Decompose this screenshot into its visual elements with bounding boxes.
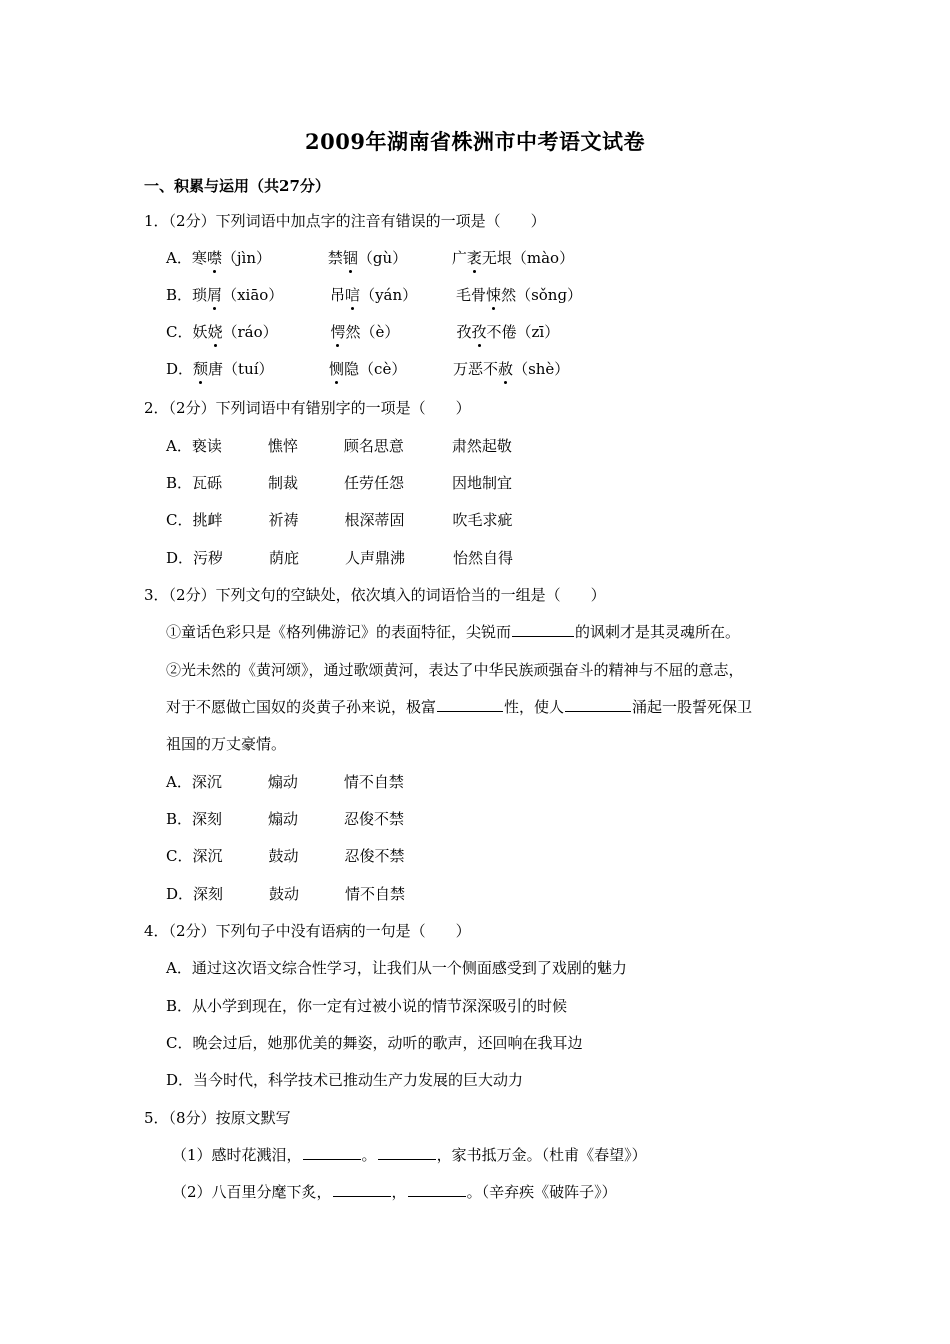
q1-option-b: B．琐屑（xiāo） 吊唁（yán） 毛骨悚然（sǒnɡ） — [166, 286, 583, 304]
q5-blank-2 — [378, 1145, 436, 1160]
q3-option-a: A．深沉 煽动 情不自禁 — [166, 773, 404, 791]
q5-poem-1: （1）感时花溅泪， 。 ，家书抵万金。（杜甫《春望》） — [172, 1146, 647, 1164]
q5-blank-1 — [303, 1145, 361, 1160]
question-3-stem: 3．（2分）下列文句的空缺处，依次填入的词语恰当的一组是（ ） — [144, 586, 606, 604]
q1-c-word-3: 孜孜不倦（zī） — [456, 323, 560, 341]
question-5-stem: 5．（8分）按原文默写 — [144, 1109, 291, 1127]
q1-d-word-2: 恻隐（cè） — [329, 360, 407, 378]
q3-blank-3 — [565, 697, 631, 712]
q1-option-d: D．颓唐（tuí） 恻隐（cè） 万恶不赦（shè） — [166, 360, 570, 378]
q5-blank-3 — [333, 1182, 391, 1197]
q1-a-word-2: 禁锢（gù） — [327, 249, 408, 267]
question-1-stem: 1．（2分）下列词语中加点字的注音有错误的一项是（ ） — [144, 212, 546, 230]
q1-a-word-3: 广袤无垠（mào） — [451, 249, 575, 267]
q2-option-d: D．污秽 荫庇 人声鼎沸 怡然自得 — [166, 549, 514, 567]
q2-option-b: B．瓦砾 制裁 任劳任怨 因地制宜 — [166, 474, 513, 492]
q3-option-d: D．深刻 鼓动 情不自禁 — [166, 885, 406, 903]
q4-option-a: A．通过这次语文综合性学习，让我们从一个侧面感受到了戏剧的魅力 — [166, 959, 627, 977]
q1-d-word-3: 万恶不赦（shè） — [453, 360, 570, 378]
q3-sentence-2-line-1: ②光未然的《黄河颂》，通过歌颂黄河，表达了中华民族顽强奋斗的精神与不屈的意志， — [166, 661, 744, 679]
q1-d-word-1: 颓唐（tuí） — [193, 360, 274, 378]
question-2-stem: 2．（2分）下列词语中有错别字的一项是（ ） — [144, 399, 471, 417]
q1-option-c: C．妖娆（ráo） 愕然（è） 孜孜不倦（zī） — [166, 323, 560, 341]
q2-option-c: C．挑衅 祈祷 根深蒂固 吹毛求疵 — [166, 511, 513, 529]
q3-sentence-2-line-2: 对于不愿做亡国奴的炎黄子孙来说，极富 性，使人 涌起一股誓死保卫 — [166, 698, 753, 716]
q1-c-word-2: 愕然（è） — [330, 323, 400, 341]
question-4-stem: 4．（2分）下列句子中没有语病的一句是（ ） — [144, 922, 471, 940]
q3-option-c: C．深沉 鼓动 忍俊不禁 — [166, 847, 405, 865]
q3-sentence-1: ①童话色彩只是《格列佛游记》的表面特征，尖锐而 的讽刺才是其灵魂所在。 — [166, 623, 741, 641]
q4-option-d: D．当今时代，科学技术已推动生产力发展的巨大动力 — [166, 1071, 524, 1089]
q1-option-a: A．寒噤（jìn） 禁锢（gù） 广袤无垠（mào） — [166, 249, 575, 267]
exam-title: 2009年湖南省株洲市中考语文试卷 — [305, 129, 645, 154]
q5-blank-4 — [408, 1182, 466, 1197]
q1-b-word-3: 毛骨悚然（sǒnɡ） — [456, 286, 583, 304]
q5-poem-2: （2）八百里分麾下炙， ， 。（辛弃疾《破阵子》） — [172, 1183, 617, 1201]
q4-option-c: C．晚会过后，她那优美的舞姿，动听的歌声，还回响在我耳边 — [166, 1034, 583, 1052]
q3-sentence-2-line-3: 祖国的万丈豪情。 — [166, 735, 287, 753]
q1-a-word-1: 寒噤（jìn） — [191, 249, 271, 267]
q2-option-a: A．亵读 憔悴 顾名思意 肃然起敬 — [166, 437, 512, 455]
section-heading: 一、积累与运用（共27分） — [144, 177, 330, 195]
q3-blank-1 — [512, 622, 574, 637]
q4-option-b: B．从小学到现在，你一定有过被小说的情节深深吸引的时候 — [166, 997, 568, 1015]
q1-b-word-2: 吊唁（yán） — [330, 286, 418, 304]
q1-b-word-1: 琐屑（xiāo） — [192, 286, 284, 304]
q3-option-b: B．深刻 煽动 忍俊不禁 — [166, 810, 405, 828]
q1-c-word-1: 妖娆（ráo） — [192, 323, 278, 341]
q3-blank-2 — [437, 697, 503, 712]
